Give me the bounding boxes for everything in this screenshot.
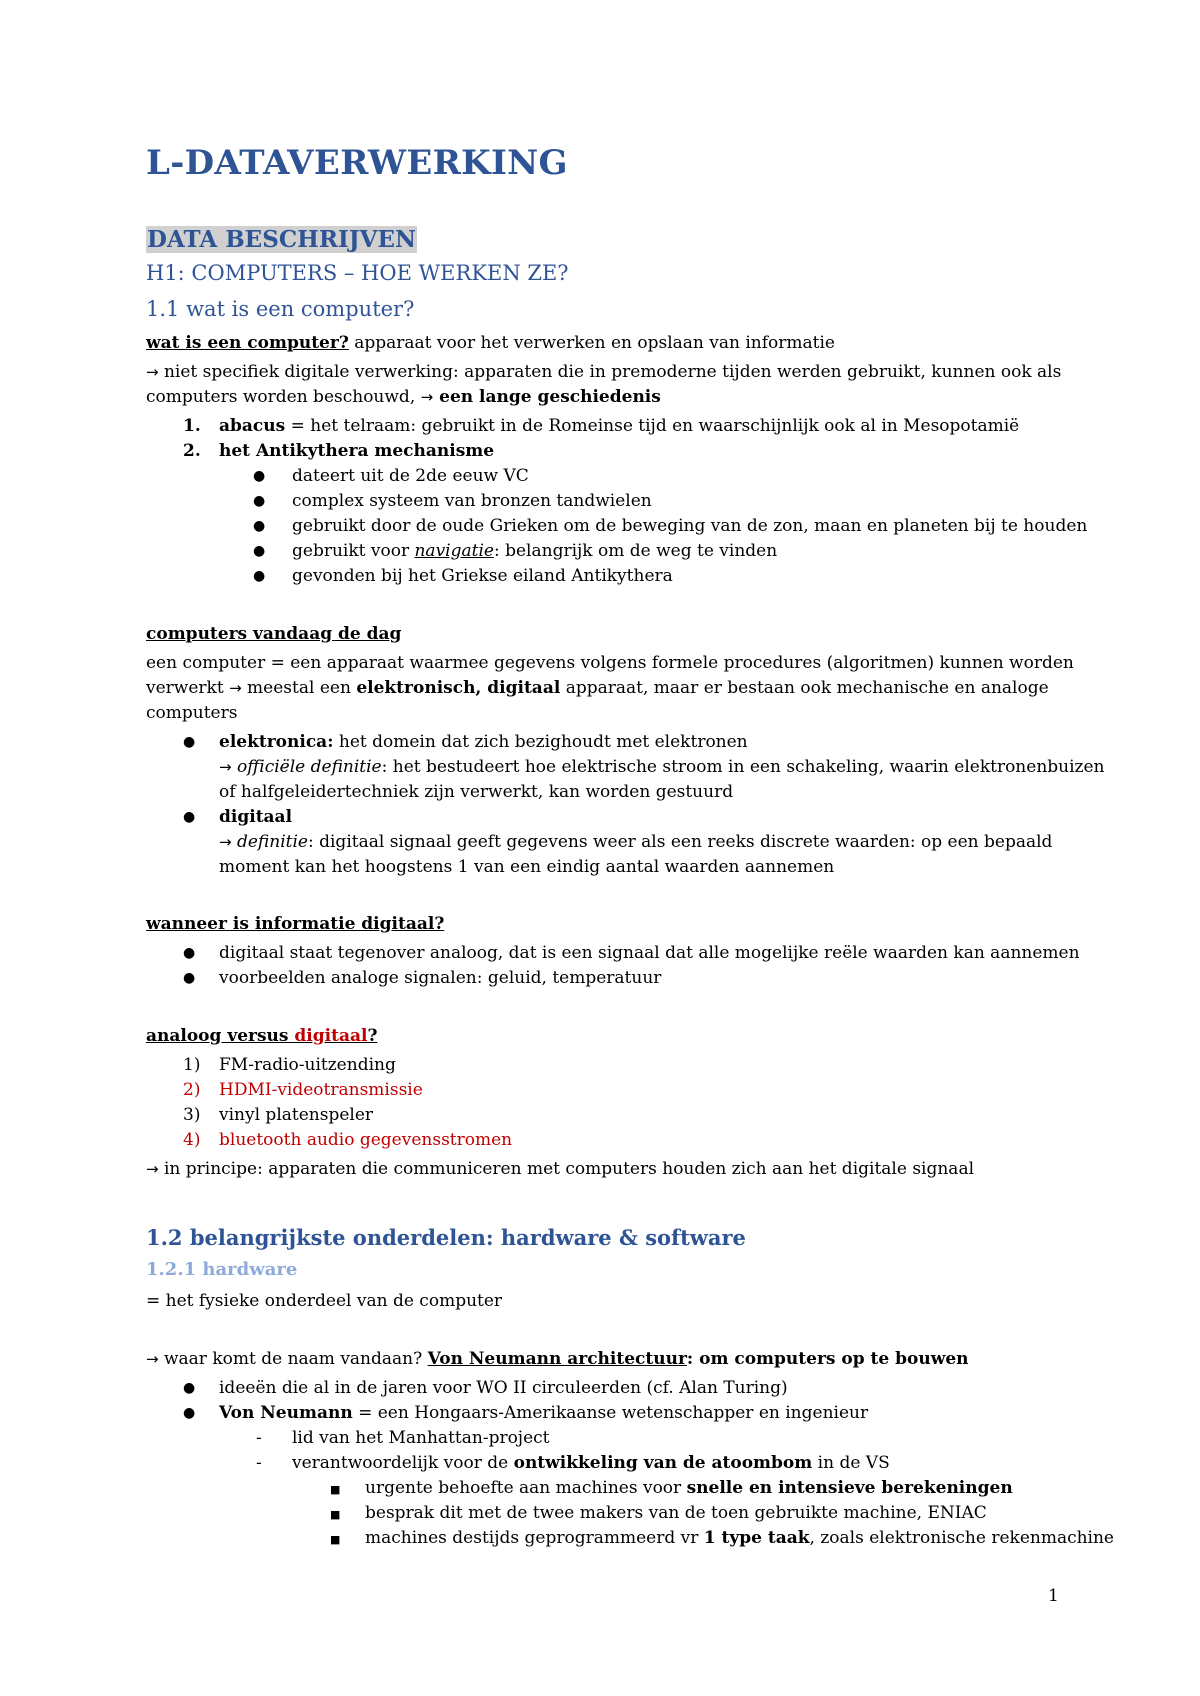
list-item: besprak dit met de twee makers van de toen gebruikte machine, ENIAC xyxy=(365,1503,987,1523)
list-item: urgente behoefte aan machines voor snelle en intensieve berekeningen xyxy=(365,1478,1013,1498)
arrow-icon: → xyxy=(146,363,159,381)
electronics-definition-cont: of halfgeleidertechniek zijn verwerkt, kan worden gestuurd xyxy=(219,782,734,802)
list-item-antikythera: het Antikythera mechanisme xyxy=(219,441,495,461)
bullet-icon: ● xyxy=(183,734,196,750)
bullet-icon: ● xyxy=(253,493,266,509)
list-item: dateert uit de 2de eeuw VC xyxy=(292,466,529,486)
list-item: gebruikt door de oude Grieken om de beweging van de zon, maan en planeten bij te houden xyxy=(292,516,1088,536)
today-paragraph-line-3: computers xyxy=(146,703,238,723)
list-item-abacus: abacus = het telraam: gebruikt in de Romeinse tijd en waarschijnlijk ook al in Mesopotamië xyxy=(219,416,1020,436)
list-item: ideeën die al in de jaren voor WO II circuleerden (cf. Alan Turing) xyxy=(219,1378,788,1398)
document-title: L-DATAVERWERKING xyxy=(146,143,568,183)
list-item-navigation: gebruikt voor navigatie: belangrijk om de weg te vinden xyxy=(292,541,778,561)
subheading-today: computers vandaag de dag xyxy=(146,624,402,644)
arrow-icon: → xyxy=(146,1160,159,1178)
list-item-von-neumann: Von Neumann = een Hongaars-Amerikaanse wetenschapper en ingenieur xyxy=(219,1403,869,1423)
bullet-icon: ● xyxy=(253,518,266,534)
digital-definition-cont: moment kan het hoogstens 1 van een eindig aantal waarden aannemen xyxy=(219,857,835,877)
bullet-icon: ● xyxy=(183,1380,196,1396)
analog-digital-conclusion: → in principe: apparaten die communiceren met computers houden zich aan het digitale signaal xyxy=(146,1159,975,1179)
dash-icon: - xyxy=(256,1453,262,1473)
list-item-electronics: elektronica: het domein dat zich bezighoudt met elektronen xyxy=(219,732,748,752)
arrow-icon: → xyxy=(146,1350,159,1368)
chapter-heading: H1: COMPUTERS – HOE WERKEN ZE? xyxy=(146,261,569,285)
arrow-icon: → xyxy=(219,758,232,776)
bullet-icon: ● xyxy=(183,1405,196,1421)
list-item: voorbeelden analoge signalen: geluid, temperatuur xyxy=(219,968,662,988)
section-1-2-1-heading: 1.2.1 hardware xyxy=(146,1259,298,1280)
square-bullet-icon: ■ xyxy=(330,1483,341,1496)
square-bullet-icon: ■ xyxy=(330,1533,341,1546)
list-item: gevonden bij het Griekse eiland Antikythera xyxy=(292,566,673,586)
section-heading-data: DATA BESCHRIJVEN xyxy=(147,226,417,253)
section-1-1-heading: 1.1 wat is een computer? xyxy=(146,297,415,321)
list-number: 3) xyxy=(183,1105,201,1125)
list-number: 1) xyxy=(183,1055,201,1075)
subheading-analog-vs-digital: analoog versus digitaal? xyxy=(146,1026,378,1046)
list-item: lid van het Manhattan-project xyxy=(292,1428,550,1448)
list-item-digital: digitaal xyxy=(219,807,293,827)
list-item: digitaal staat tegenover analoog, dat is een signaal dat alle mogelijke reële waarden kan aannemen xyxy=(219,943,1080,963)
list-item: FM-radio-uitzending xyxy=(219,1055,396,1075)
list-item: machines destijds geprogrammeerd vr 1 type taak, zoals elektronische rekenmachine xyxy=(365,1528,1114,1548)
history-line-2: computers worden beschouwd, → een lange geschiedenis xyxy=(146,387,661,407)
hardware-definition: = het fysieke onderdeel van de computer xyxy=(146,1291,503,1311)
bullet-icon: ● xyxy=(183,809,196,825)
bullet-icon: ● xyxy=(183,970,196,986)
bullet-icon: ● xyxy=(183,945,196,961)
digital-definition: → definitie: digitaal signaal geeft gegevens weer als een reeks discrete waarden: op een bepaald xyxy=(219,832,1053,852)
electronics-definition: → officiële definitie: het bestudeert hoe elektrische stroom in een schakeling, waarin elektronenbuizen xyxy=(219,757,1105,777)
bullet-icon: ● xyxy=(253,468,266,484)
list-item: HDMI-videotransmissie xyxy=(219,1080,423,1100)
section-1-2-heading: 1.2 belangrijkste onderdelen: hardware & software xyxy=(146,1225,746,1250)
today-paragraph-line-2: verwerkt → meestal een elektronisch, digitaal apparaat, maar er bestaan ook mechanische en analoge xyxy=(146,678,1049,698)
list-number: 4) xyxy=(183,1130,201,1150)
page-number: 1 xyxy=(1048,1586,1059,1606)
list-item: complex systeem van bronzen tandwielen xyxy=(292,491,652,511)
arrow-icon: → xyxy=(229,679,242,697)
bullet-icon: ● xyxy=(253,543,266,559)
arrow-icon: → xyxy=(219,833,232,851)
bullet-icon: ● xyxy=(253,568,266,584)
dash-icon: - xyxy=(256,1428,262,1448)
list-number: 2. xyxy=(183,441,201,461)
list-number: 2) xyxy=(183,1080,201,1100)
computer-definition: wat is een computer? apparaat voor het verwerken en opslaan van informatie xyxy=(146,333,835,353)
von-neumann-question: → waar komt de naam vandaan? Von Neumann architectuur: om computers op te bouwen xyxy=(146,1349,969,1369)
list-number: 1. xyxy=(183,416,201,436)
subheading-when-digital: wanneer is informatie digitaal? xyxy=(146,914,445,934)
square-bullet-icon: ■ xyxy=(330,1508,341,1521)
list-item: bluetooth audio gegevensstromen xyxy=(219,1130,513,1150)
arrow-icon: → xyxy=(420,388,434,406)
list-item: vinyl platenspeler xyxy=(219,1105,374,1125)
history-line-1: → niet specifiek digitale verwerking: apparaten die in premoderne tijden werden gebruikt, kunnen ook als xyxy=(146,362,1062,382)
today-paragraph-line-1: een computer = een apparaat waarmee gegevens volgens formele procedures (algoritmen) kunnen worden xyxy=(146,653,1074,673)
list-item-atomic-bomb: verantwoordelijk voor de ontwikkeling van de atoombom in de VS xyxy=(292,1453,890,1473)
